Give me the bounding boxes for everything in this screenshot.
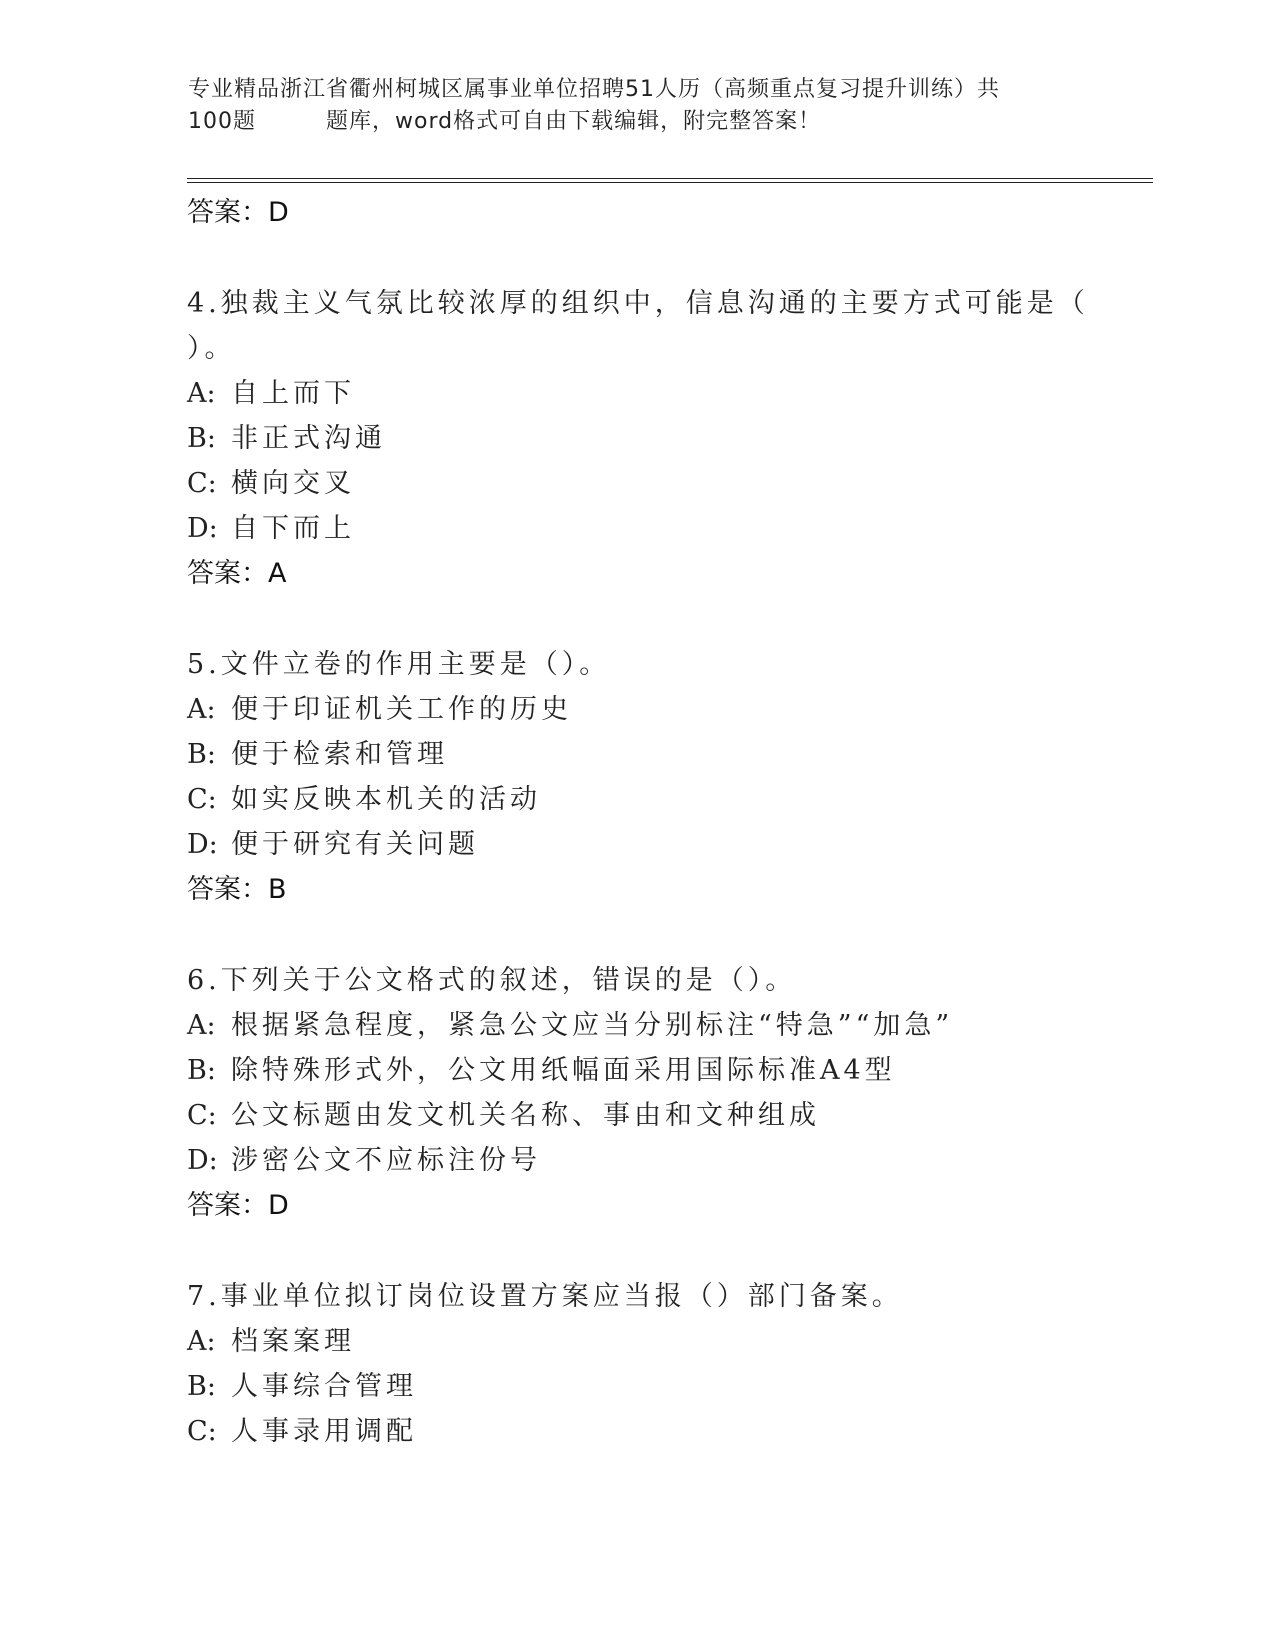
option-text: 根据紧急程度，紧急公文应当分别标注“特急”“加急” (231, 1010, 954, 1041)
option-b (187, 732, 1147, 777)
option-key: B: (187, 739, 216, 770)
question-stem: 6.下列关于公文格式的叙述，错误的是（）。 (187, 965, 797, 996)
header-rule-bottom (187, 182, 1153, 183)
option-c (187, 461, 1147, 506)
option-c (187, 777, 1147, 822)
option-b (187, 1048, 1147, 1093)
question-list (187, 190, 1147, 1454)
option-key: D: (187, 829, 218, 860)
option-key: B: (187, 423, 216, 454)
document-header (188, 74, 1088, 138)
option-key: A: (187, 378, 216, 409)
option-text: 档案案理 (231, 1326, 355, 1357)
header-line-1: 专业精品浙江省衢州柯城区属事业单位招聘51人历（高频重点复习提升训练）共 (188, 77, 1000, 102)
option-a (187, 687, 1147, 732)
option-key: A: (187, 1326, 216, 1357)
header-rule-top (187, 178, 1153, 179)
option-key: D: (187, 513, 218, 544)
header-count: 100题 (188, 109, 256, 134)
question-stem: 5.文件立卷的作用主要是（）。 (187, 649, 611, 680)
option-a (187, 1319, 1147, 1364)
option-d (187, 506, 1147, 551)
option-text: 便于检索和管理 (231, 739, 448, 770)
option-c (187, 1093, 1147, 1138)
option-text: 非正式沟通 (231, 423, 386, 454)
option-key: C: (187, 468, 217, 499)
option-text: 便于印证机关工作的历史 (231, 694, 572, 725)
option-text: 人事录用调配 (231, 1416, 417, 1447)
option-key: C: (187, 1100, 217, 1131)
question-block (187, 958, 1147, 1228)
option-text: 人事综合管理 (231, 1371, 417, 1402)
option-text: 横向交叉 (231, 468, 355, 499)
option-text: 涉密公文不应标注份号 (231, 1145, 541, 1176)
option-text: 便于研究有关问题 (231, 829, 479, 860)
option-a (187, 1003, 1147, 1048)
question-block (187, 642, 1147, 912)
option-text: 自下而上 (231, 513, 355, 544)
option-text: 除特殊形式外，公文用纸幅面采用国际标准A4型 (231, 1055, 896, 1086)
option-key: B: (187, 1055, 216, 1086)
option-key: C: (187, 784, 217, 815)
option-c (187, 1409, 1147, 1454)
answer-line: 答案：B (187, 874, 287, 905)
option-d (187, 822, 1147, 867)
header-line-2 (188, 106, 1088, 138)
question-block (187, 281, 1147, 596)
header-description: 题库，word格式可自由下载编辑，附完整答案！ (326, 109, 822, 134)
option-key: A: (187, 694, 216, 725)
option-text: 如实反映本机关的活动 (231, 784, 541, 815)
question-stem: 4.独裁主义气氛比较浓厚的组织中，信息沟通的主要方式可能是（ (187, 288, 1089, 319)
option-d (187, 1138, 1147, 1183)
option-b (187, 416, 1147, 461)
question-stem-continued: ）。 (187, 333, 236, 364)
answer-line: 答案：D (187, 1190, 289, 1221)
answer-line: 答案：D (187, 197, 289, 228)
answer-line: 答案：A (187, 558, 287, 589)
option-key: C: (187, 1416, 217, 1447)
option-key: D: (187, 1145, 218, 1176)
option-b (187, 1364, 1147, 1409)
option-text: 公文标题由发文机关名称、事由和文种组成 (231, 1100, 820, 1131)
option-text: 自上而下 (231, 378, 355, 409)
option-key: A: (187, 1010, 216, 1041)
option-key: B: (187, 1371, 216, 1402)
question-block (187, 1274, 1147, 1454)
option-a (187, 371, 1147, 416)
question-stem: 7.事业单位拟订岗位设置方案应当报（）部门备案。 (187, 1281, 903, 1312)
